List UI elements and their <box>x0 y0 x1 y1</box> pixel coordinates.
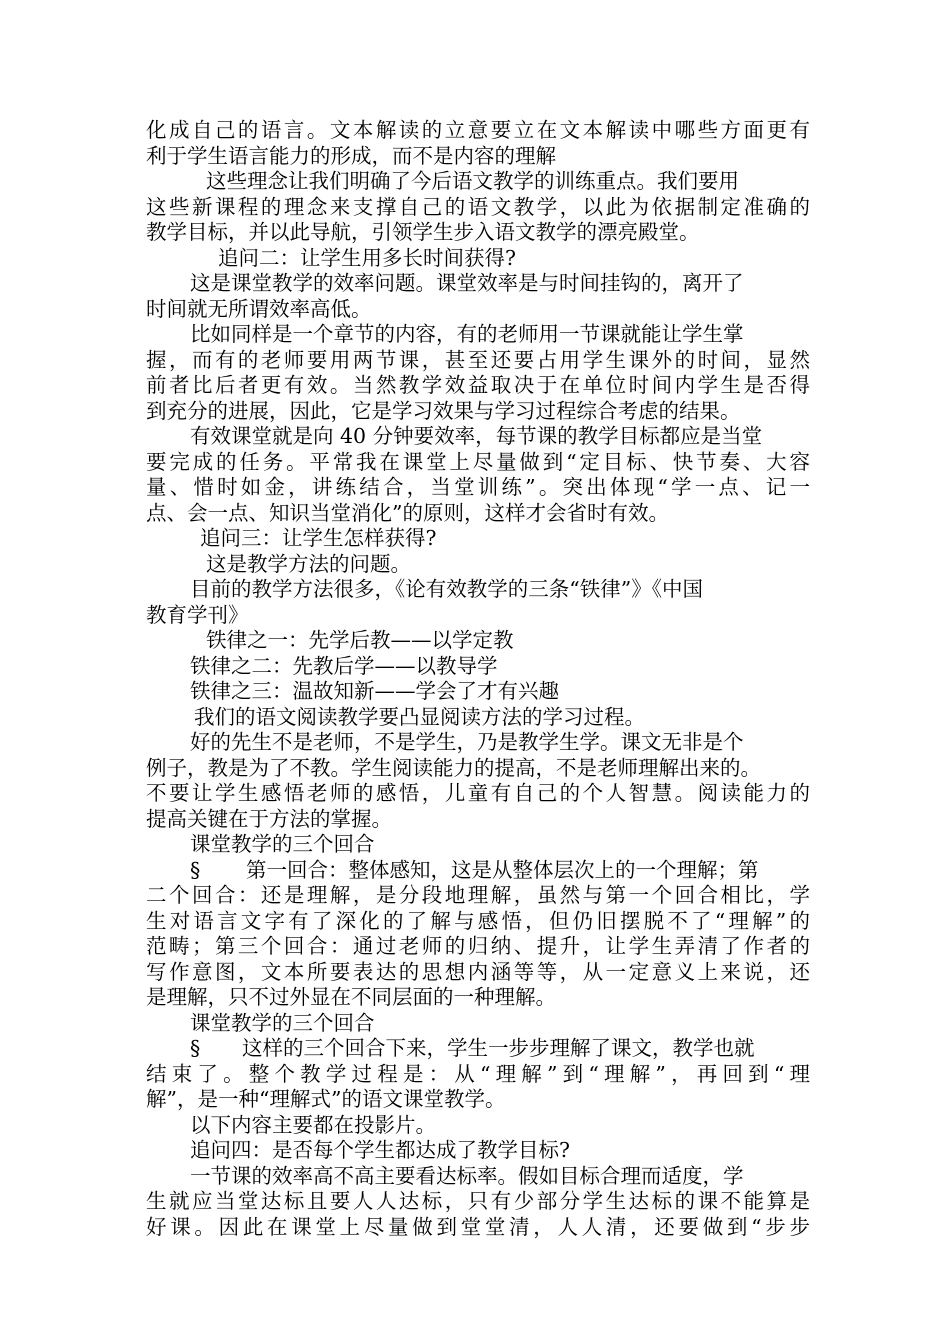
text-line: 我们的语文阅读教学要凸显阅读方法的学习过程。 <box>194 704 645 729</box>
rule-line: 铁律之一：先学后教——以学定教 <box>206 628 514 652</box>
text-line: 结束了。整个教学过程是：从“理解”到“理解”，再回到“理 <box>146 1061 810 1086</box>
text-line: 好的先生不是老师，不是学生，乃是教学生学。课文无非是个 <box>190 730 744 754</box>
text-line: 利于学生语言能力的形成，而不是内容的理解 <box>146 143 556 168</box>
text-line: 生就应当堂达标且要人人达标，只有少部分学生达标的课不能算是 <box>146 1189 810 1213</box>
text-line: 要完成的任务。平常我在课堂上尽量做到“定目标、快节奏、大容 <box>146 449 810 474</box>
text-line: 握，而有的老师要用两节课，甚至还要占用学生课外的时间，显然 <box>146 347 810 372</box>
text-line: 解”，是一种“理解式”的语文课堂教学。 <box>146 1087 506 1111</box>
text-line: 化成自己的语言。文本解读的立意要立在文本解读中哪些方面更有 <box>146 118 810 142</box>
text-line: 二个回合：还是理解，是分段地理解，虽然与第一个回合相比，学 <box>146 883 810 907</box>
rule-line: 铁律之二：先教后学——以教导学 <box>190 653 498 678</box>
text-line: 好课。因此在课堂上尽量做到堂堂清，人人清，还要做到“步步 <box>146 1214 810 1239</box>
subheading: 课堂教学的三个回合 <box>190 832 375 856</box>
text-line: 量、惜时如金，讲练结合，当堂训练”。突出体现“学一点、记一 <box>146 475 810 499</box>
text-line: 一节课的效率高不高主要看达标率。假如目标合理而适度，学 <box>190 1163 744 1188</box>
text-line-content: 这样的三个回合下来，学生一步步理解了课文，教学也就 <box>242 1036 755 1060</box>
text-line: 这些新课程的理念来支撑自己的语文教学，以此为依据制定准确的 <box>146 194 810 219</box>
text-line <box>146 1036 810 1062</box>
text-line <box>146 858 810 884</box>
subheading: 课堂教学的三个回合 <box>190 1010 375 1035</box>
text-line: 这是课堂教学的效率问题。课堂效率是与时间挂钩的，离开了 <box>190 271 744 295</box>
text-line: 以下内容主要都在投影片。 <box>190 1112 436 1137</box>
rule-line: 铁律之三：温故知新——学会了才有兴趣 <box>190 679 559 703</box>
text-line: 时间就无所谓效率高低。 <box>146 296 372 321</box>
text-line: 提高关键在于方法的掌握。 <box>146 806 392 831</box>
text-line: 有效课堂就是向 40 分钟要效率，每节课的教学目标都应是当堂 <box>190 424 763 448</box>
text-line: 生对语言文字有了深化的了解与感悟，但仍旧摆脱不了“理解”的 <box>146 908 810 933</box>
text-line: 到充分的进展，因此，它是学习效果与学习过程综合考虑的结果。 <box>146 398 741 423</box>
text-line: 比如同样是一个章节的内容，有的老师用一节课就能让学生掌 <box>190 322 744 346</box>
text-line: 范畴；第三个回合：通过老师的归纳、提升，让学生弄清了作者的 <box>146 934 810 958</box>
heading-question-2: 追问二：让学生用多长时间获得? <box>218 245 516 270</box>
text-line: 这是教学方法的问题。 <box>206 551 411 576</box>
text-line: 前者比后者更有效。当然教学效益取决于在单位时间内学生是否得 <box>146 373 810 397</box>
text-line: 这些理念让我们明确了今后语文教学的训练重点。我们要用 <box>206 169 739 193</box>
document-page <box>146 118 810 1240</box>
heading-question-3: 追问三：让学生怎样获得? <box>200 526 437 550</box>
text-line: 点、会一点、知识当堂消化”的原则，这样才会省时有效。 <box>146 500 669 525</box>
heading-question-4: 追问四：是否每个学生都达成了教学目标? <box>190 1138 570 1162</box>
text-line: 教育学刊》 <box>146 602 249 627</box>
text-line: 教学目标，并以此导航，引领学生步入语文教学的漂亮殿堂。 <box>146 220 700 244</box>
text-line: 不要让学生感悟老师的感悟，儿童有自己的个人智慧。阅读能力的 <box>146 781 810 805</box>
text-line: 是理解，只不过外显在不同层面的一种理解。 <box>146 985 556 1009</box>
text-line: 目前的教学方法很多，《论有效教学的三条“铁律”》《中国 <box>190 577 703 601</box>
text-line: 写作意图，文本所要表达的思想内涵等等，从一定意义上来说，还 <box>146 959 810 984</box>
section-mark: § <box>190 857 201 882</box>
section-mark: § <box>190 1036 201 1060</box>
text-line-content: 第一回合：整体感知，这是从整体层次上的一个理解；第 <box>246 857 759 882</box>
text-line: 例子，教是为了不教。学生阅读能力的提高，不是老师理解出来的。 <box>146 755 761 780</box>
